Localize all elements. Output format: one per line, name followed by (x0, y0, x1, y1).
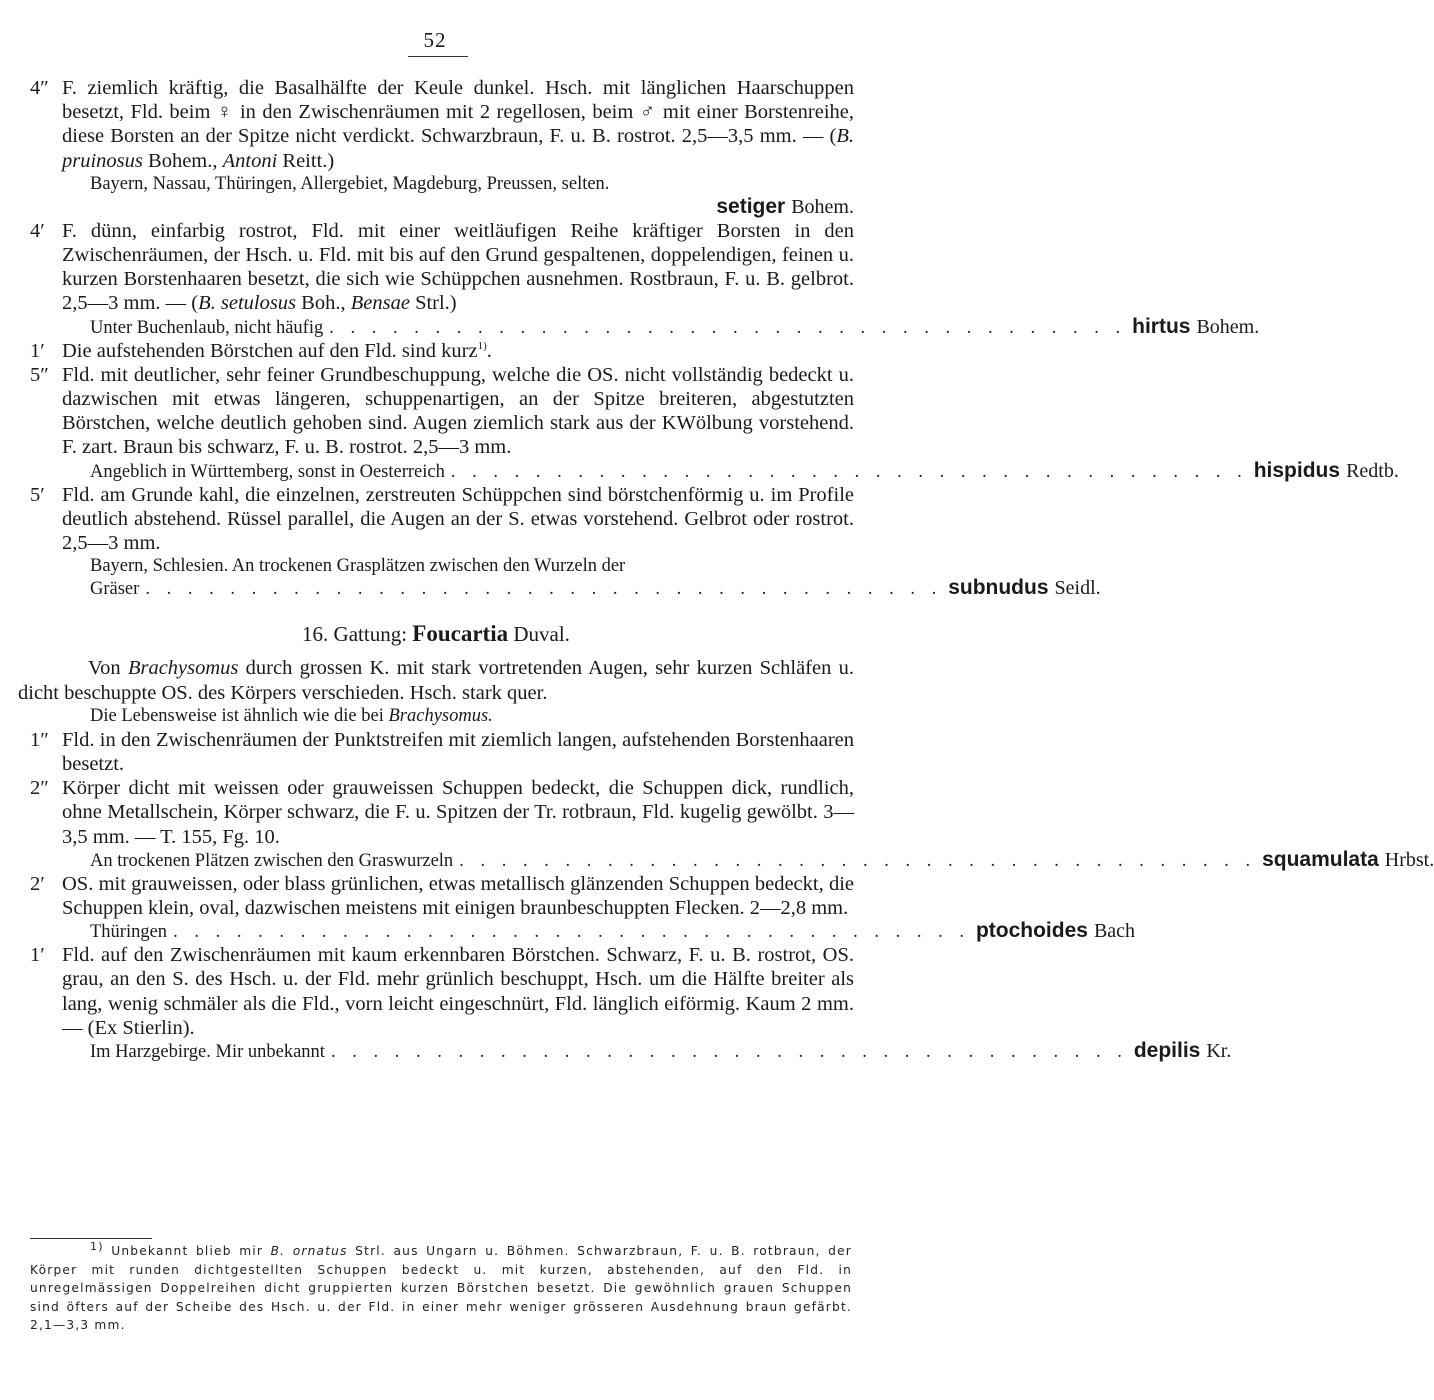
locality: Bayern, Schlesien. An trockenen Grasplätzen zwischen den Wurzeln der (90, 556, 626, 577)
synonym: Bensae (350, 292, 410, 315)
locality-line (18, 555, 854, 577)
species-author: Kr. (1206, 1040, 1232, 1063)
species-name: depilis (1133, 1039, 1201, 1063)
locality-line (18, 314, 1260, 339)
couplet-number: 5′ (30, 483, 45, 506)
leader-dots: . . . . . . . . . . . . . . . . . . . . . . . . . . . . . . . . . . . . . . (459, 850, 1257, 871)
key-couplet (18, 943, 854, 1040)
couplet-number: 4′ (30, 219, 45, 242)
species-name: hirtus (1132, 314, 1191, 338)
couplet-text: Körper dicht mit weissen oder grauweissen Schuppen bedeckt, die Schuppen dick, rundlich, ohne Metallschein, Körper schwarz, die F. u. Spitzen der Tr. rotbraun, Fld. kugelig gewölbt. 3—3,5 mm. — T. 155, Fg. 10. (62, 777, 854, 848)
synonym-author: Reitt.) (277, 149, 335, 172)
locality-line (18, 173, 854, 195)
genus-heading (18, 622, 854, 646)
key-couplet (18, 728, 854, 776)
couplet-number: 4″ (30, 77, 49, 99)
locality: Angeblich in Württemberg, sonst in Oesterreich (90, 461, 445, 482)
species-name: subnudus (948, 576, 1049, 600)
species-author: Bohem. (791, 195, 854, 218)
footnote-text: Unbekannt blieb mir (111, 1244, 271, 1258)
leader-dots: . . . . . . . . . . . . . . . . . . . . . . . . . . . . . . . . . . . . . . (450, 461, 1248, 482)
couplet-text: OS. mit grauweissen, oder blass grünlichen, etwas metallisch glänzenden Schuppen bedeckt, die Schuppen klein, oval, dazwischen meistens mit einigen braunbeschuppten Flecken. 2—2,8 mm. (62, 872, 854, 920)
species-line (18, 195, 854, 219)
synonym: B. setulosus (198, 292, 297, 315)
key-couplet (18, 872, 854, 920)
couplet-number: 2″ (30, 777, 49, 800)
leader-dots: . . . . . . . . . . . . . . . . . . . . . . . . . . . . . . . . . . . . . . (330, 1042, 1128, 1063)
synonym-author: Strl.) (409, 292, 457, 315)
key-couplet (18, 363, 854, 460)
species-name: ptochoides (975, 919, 1088, 943)
key-couplet (18, 776, 854, 849)
species-author: Redtb. (1346, 459, 1399, 482)
key-couplet (18, 76, 854, 173)
synonym: Antoni (222, 149, 278, 172)
key-couplet: 1′ Die aufstehenden Börstchen auf den Fld. sind kurz$^{1)}$. (30, 339, 492, 362)
genus-author: Duval. (513, 622, 570, 647)
locality: Thüringen (90, 922, 168, 943)
genus-name: Foucartia (412, 621, 509, 647)
biology-note (18, 705, 854, 728)
leader-dots: . . . . . . . . . . . . . . . . . . . . . . . . . . . . . . . . . . . . . . (173, 922, 970, 943)
couplet-number: 1″ (30, 728, 49, 751)
locality-line (18, 576, 1101, 600)
couplet-text: Fld. am Grunde kahl, die einzelnen, zerstreuten Schüppchen sind börstchenförmig u. im Profile deutlich abstehend. Rüssel parallel, die Augen an der S. etwas vorstehend. Gelbrot oder rostrot. 2,5—3 mm. (62, 483, 854, 555)
locality: An trockenen Plätzen zwischen den Graswurzeln (90, 850, 454, 871)
couplet-number: 1′ (30, 944, 45, 967)
locality-line (18, 458, 1399, 483)
locality-line (18, 847, 1434, 872)
couplet-text: F. dünn, einfarbig rostrot, Fld. mit einer weitläufigen Reihe kräftiger Borsten in den Zwischenräumen, der Hsch. u. Fld. mit bis auf den Grund gespaltenen, doppelendigen, feinen u. kurzen Borstenhaaren besetzt, die sich wie Schüppchen ausnehmen. Rostbraun, F. u. B. gelbrot. 2,5—3 mm. — ( (62, 219, 854, 315)
synonym-author: Boh., (296, 292, 351, 315)
species-name: squamulata (1262, 847, 1379, 871)
footnote (30, 1239, 852, 1335)
locality: Bayern, Nassau, Thüringen, Allergebiet, Magdeburg, Preussen, selten. (90, 173, 610, 194)
locality-line (18, 919, 1136, 943)
couplet-number: 1′ (30, 339, 45, 362)
leader-dots: . . . . . . . . . . . . . . . . . . . . . . . . . . . . . . . . . . . . . . (329, 317, 1127, 338)
species-author: Bohem. (1196, 315, 1260, 338)
footnote-ref: 1) (477, 339, 487, 352)
couplet-number: 2′ (30, 872, 45, 895)
note-text: Die Lebensweise ist ähnlich wie die bei (90, 705, 389, 726)
key-couplet (18, 483, 854, 556)
synonym-author: Bohem., (142, 149, 223, 172)
footnote-mark: 1) (90, 1239, 104, 1253)
intro-text: Von (88, 657, 128, 680)
genus-reference: Brachysomus. (388, 705, 493, 726)
synonym: B. pruinosus (62, 125, 854, 172)
intro-text: durch grossen K. mit stark vortretenden Augen, sehr kurzen Schläfen u. dicht beschuppte OS. des Körpers verschieden. Hsch. stark quer. (18, 657, 854, 704)
species-author: Seidl. (1054, 577, 1101, 600)
species-name: setiger (716, 194, 786, 218)
footnote-text: Strl. aus Ungarn u. Böhmen. Schwarzbraun, F. u. B. rotbraun, der Körper mit runden dichtgestellten Schuppen bedeckt u. mit kurzen, abstehenden, auf den Fld. in unregelmässigen Doppelreihen dicht gruppierten kurzen Börstchen besetzt. Die gewöhnlich grauen Schuppen sind öfters auf der Scheibe des Hsch. u. der Fld. in einer mehr weniger grösseren Ausdehnung braun gefärbt. 2,1—3,3 mm. (30, 1244, 852, 1332)
species-reference: B. ornatus (270, 1244, 348, 1258)
couplet-text: F. ziemlich kräftig, die Basalhälfte der Keule dunkel. Hsch. mit länglichen Haarschuppen besetzt, Fld. beim ♀ in den Zwischenräumen mit 2 regellosen, beim ♂ mit einer Borstenreihe, diese Borsten an der Spitze nicht verdickt. Schwarzbraun, F. u. B. rostrot. 2,5—3,5 mm. — ( (62, 77, 854, 148)
key-text (18, 76, 1434, 1063)
leader-dots: . . . . . . . . . . . . . . . . . . . . . . . . . . . . . . . . . . . . . . (145, 579, 943, 600)
locality-line (18, 1039, 1232, 1063)
genus-description (18, 656, 854, 704)
species-author: Bach (1093, 920, 1136, 943)
couplet-text: Fld. auf den Zwischenräumen mit kaum erkennbaren Börstchen. Schwarz, F. u. B. rostrot, OS. grau, an den S. des Hsch. u. der Fld. mehr grünlich beschuppt, Hsch. um die Hälfte breiter als lang, wenig schmäler als die Fld., vorn leicht eingeschnürt, Fld. länglich eiförmig. Kaum 2 mm. — (Ex Stierlin). (62, 944, 854, 1039)
species-author: Hrbst. (1384, 848, 1434, 871)
header-rule (408, 56, 468, 57)
locality: Unter Buchenlaub, nicht häufig (90, 317, 324, 338)
genus-number: 16. Gattung: (302, 622, 408, 647)
key-couplet (18, 219, 854, 316)
couplet-text: Die aufstehenden Börstchen auf den Fld. sind kurz (62, 339, 478, 362)
locality: Gräser (90, 579, 140, 600)
couplet-number: 5″ (30, 363, 49, 386)
genus-reference: Brachysomus (127, 657, 239, 680)
couplet-text: Fld. in den Zwischenräumen der Punktstreifen mit ziemlich langen, aufstehenden Borstenhaaren besetzt. (62, 728, 854, 776)
footnote-rule (30, 1238, 152, 1239)
couplet-text: Fld. mit deutlicher, sehr feiner Grundbeschuppung, welche die OS. nicht vollständig bedeckt u. dazwischen mit etwas längeren, schuppenartigen, an der Spitze breiteren, abgestutzten Börstchen, welche deutlich gehoben sind. Augen ziemlich stark aus der KWölbung vorstehend. F. zart. Braun bis schwarz, F. u. B. rostrot. 2,5—3 mm. (62, 363, 854, 459)
species-name: hispidus (1253, 458, 1341, 482)
locality: Im Harzgebirge. Mir unbekannt (90, 1042, 325, 1063)
page-number: 52 (423, 28, 447, 52)
